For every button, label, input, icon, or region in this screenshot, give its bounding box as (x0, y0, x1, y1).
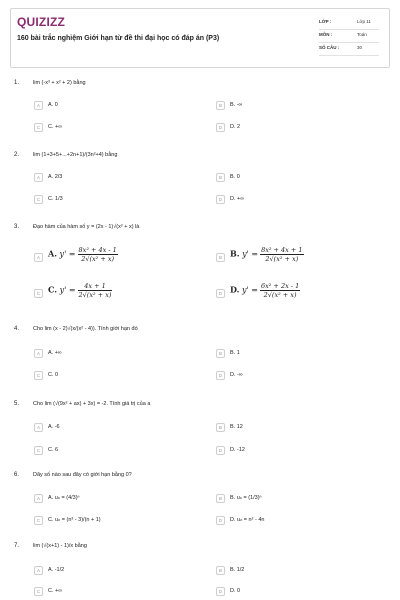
option-letter: C (34, 195, 43, 204)
option-letter: B (216, 566, 225, 575)
option-c[interactable] (34, 122, 204, 135)
question-number: 7. (14, 543, 20, 549)
option-text: C. +∞ (48, 588, 63, 594)
option-formula (230, 282, 300, 299)
option-text: D. +∞ (230, 196, 245, 202)
option-letter: C (34, 123, 43, 132)
option-a[interactable] (34, 422, 204, 435)
option-d[interactable] (216, 122, 386, 135)
question-text: Dãy số nào sau đây có giới hạn bằng 0? (33, 472, 132, 478)
option-letter: D (216, 587, 225, 596)
meta-key: LỚP : (319, 19, 332, 24)
question-number: 1. (14, 80, 20, 86)
option-text: A. 2/3 (48, 174, 63, 180)
option-text: A. -6 (48, 424, 60, 430)
option-letter: B (216, 253, 225, 262)
option-text: A. +∞ (48, 350, 62, 356)
option-a[interactable] (34, 493, 204, 506)
option-letter: A (34, 566, 43, 575)
option-letter: A (34, 494, 43, 503)
option-text: D. 0 (230, 588, 241, 594)
option-a[interactable] (34, 246, 204, 270)
fraction-denominator: 2√(x² + x) (265, 255, 299, 263)
option-formula (48, 282, 112, 299)
option-b[interactable] (216, 493, 386, 506)
option-letter: A (34, 349, 43, 358)
question-text: Cho lim (x - 2)√(x/(x² - 4)). Tính giới hạn đó (33, 326, 138, 332)
option-text: A. -1/2 (48, 567, 65, 573)
question-text: Đạo hàm của hàm số y = (2x - 1)√(x² + x) là (33, 224, 140, 230)
fraction-numerator: 6x² + 2x - 1 (260, 282, 300, 290)
option-letter: D (216, 516, 225, 525)
option-text: C. 0 (48, 372, 59, 378)
option-fraction (260, 282, 300, 299)
option-label: B. (230, 248, 240, 259)
option-text: A. 0 (48, 102, 58, 108)
fraction-numerator: 8x² + 4x + 1 (261, 246, 303, 254)
option-b[interactable] (216, 422, 386, 435)
fraction-denominator: 2√(x² + x) (78, 291, 112, 299)
option-b[interactable] (216, 172, 386, 185)
option-b[interactable] (216, 348, 386, 361)
option-letter: A (34, 101, 43, 110)
option-formula (48, 246, 118, 263)
option-text: B. 0 (230, 174, 240, 180)
option-letter: D (216, 123, 225, 132)
meta-row-class (319, 17, 379, 30)
option-text: B. 12 (230, 424, 243, 430)
option-letter: C (34, 516, 43, 525)
option-text: B. 1 (230, 350, 240, 356)
option-letter: A (34, 173, 43, 182)
option-text: C. 6 (48, 447, 59, 453)
option-text: D. -∞ (230, 372, 243, 378)
question-number: 6. (14, 472, 20, 478)
option-d[interactable] (216, 370, 386, 383)
option-letter: C (34, 289, 43, 298)
question-text: Cho lim (√(9x² + ax) + 3x) = -2. Tính giá trị của a (33, 401, 151, 407)
option-letter: C (34, 446, 43, 455)
option-d[interactable] (216, 445, 386, 458)
option-d[interactable] (216, 515, 386, 528)
option-c[interactable] (34, 370, 204, 383)
document-title: 160 bài trắc nghiệm Giới hạn từ đề thi đại học có đáp án (P3) (17, 35, 220, 42)
option-c[interactable] (34, 194, 204, 207)
option-letter: A (34, 423, 43, 432)
fraction-denominator: 2√(x² + x) (263, 291, 297, 299)
option-a[interactable] (34, 348, 204, 361)
meta-row-subject (319, 30, 379, 43)
option-b[interactable] (216, 100, 386, 113)
meta-value: Lớp 11 (357, 19, 371, 24)
document-header (10, 8, 390, 68)
option-letter: D (216, 195, 225, 204)
option-letter: B (216, 423, 225, 432)
meta-table (319, 17, 379, 56)
fraction-numerator: 8x² + 4x - 1 (78, 246, 117, 254)
option-b[interactable] (216, 246, 386, 270)
option-lhs: y' = (59, 285, 76, 295)
option-lhs: y' = (242, 249, 259, 259)
meta-key: SỐ CÂU : (319, 45, 340, 50)
question-number: 4. (14, 326, 20, 332)
option-letter: D (216, 371, 225, 380)
option-text: B. uₙ = (1/3)ⁿ (230, 495, 262, 501)
option-text: B. 1/2 (230, 567, 245, 573)
option-fraction (78, 282, 113, 299)
option-c[interactable] (34, 445, 204, 458)
fraction-numerator: 4x + 1 (78, 282, 113, 291)
option-text: D. 2 (230, 124, 241, 130)
question-number: 2. (14, 152, 20, 158)
question-number: 3. (14, 224, 20, 230)
option-a[interactable] (34, 100, 204, 113)
option-label: C. (48, 284, 58, 295)
option-text: C. uₙ = (n³ - 3)/(n + 1) (48, 517, 101, 523)
option-letter: B (216, 173, 225, 182)
option-formula (230, 246, 304, 263)
option-letter: D (216, 446, 225, 455)
option-text: C. 1/3 (48, 196, 63, 202)
option-text: A. uₙ = (4/3)ⁿ (48, 495, 80, 501)
meta-value: 30 (357, 45, 363, 50)
option-text: B. -∞ (230, 102, 243, 108)
option-d[interactable] (216, 282, 386, 306)
option-c[interactable] (34, 282, 204, 306)
option-letter: C (34, 587, 43, 596)
option-c[interactable] (34, 515, 204, 528)
question-text: lim (1+3+5+...+2n+1)/(3n²+4) bằng (33, 152, 118, 158)
fraction-denominator: 2√(x² + x) (81, 255, 115, 263)
option-d[interactable] (216, 194, 386, 207)
meta-value: Toán (357, 32, 367, 37)
quizizz-logo: QUIZIZZ (17, 15, 66, 29)
option-fraction (78, 246, 118, 263)
option-letter: D (216, 289, 225, 298)
option-d[interactable] (216, 586, 386, 599)
question-text: lim (-x³ + x² + 2) bằng (33, 80, 86, 86)
meta-row-count (319, 43, 379, 56)
option-letter: C (34, 371, 43, 380)
meta-key: MÔN : (319, 32, 333, 37)
option-lhs: y' = (241, 285, 258, 295)
option-letter: B (216, 494, 225, 503)
question-text: lim (√(x+1) - 1)/x bằng (33, 543, 87, 549)
option-letter: B (216, 101, 225, 110)
option-c[interactable] (34, 586, 204, 599)
option-lhs: y' = (59, 249, 76, 259)
option-letter: B (216, 349, 225, 358)
option-a[interactable] (34, 172, 204, 185)
option-text: D. -12 (230, 447, 245, 453)
question-number: 5. (14, 401, 20, 407)
option-label: A. (48, 248, 57, 259)
option-a[interactable] (34, 565, 204, 578)
option-b[interactable] (216, 565, 386, 578)
option-text: C. +∞ (48, 124, 63, 130)
option-text: D. uₙ = n² - 4n (230, 517, 265, 523)
option-label: D. (230, 284, 240, 295)
option-fraction (260, 246, 304, 263)
option-letter: A (34, 253, 43, 262)
